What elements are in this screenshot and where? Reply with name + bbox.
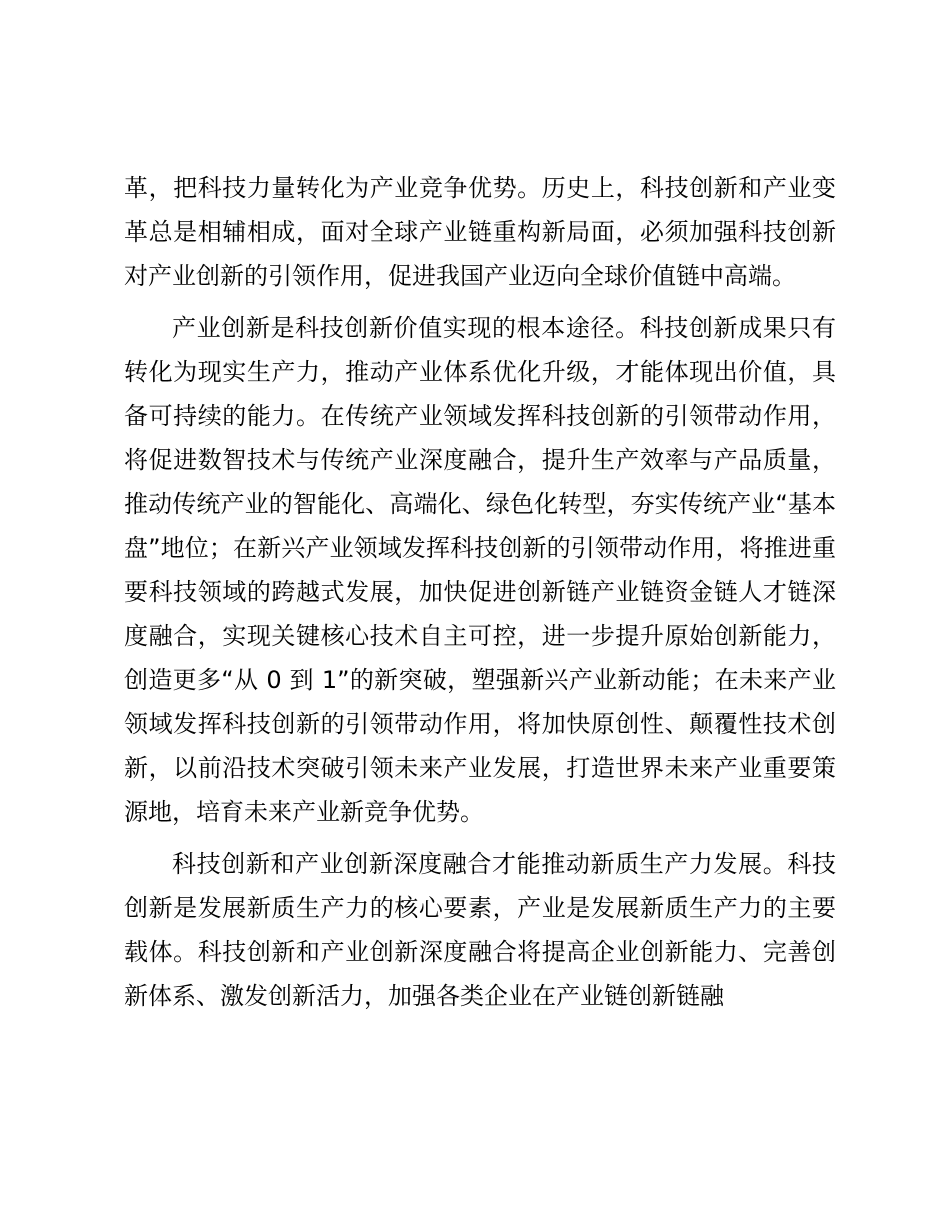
paragraph-continuation: 革，把科技力量转化为产业竞争优势。历史上，科技创新和产业变革总是相辅相成，面对全球产业链重构新局面，必须加强科技创新对产业创新的引领作用，促进我国产业迈向全球价值链中高端。 bbox=[124, 174, 836, 290]
paragraph-industrial-innovation: 产业创新是科技创新价值实现的根本途径。科技创新成果只有转化为现实生产力，推动产业体系优化升级，才能体现出价值，具备可持续的能力。在传统产业领域发挥科技创新的引领带动作用，将促进数智技术与传统产业深度融合，提升生产效率与产品质量，推动传统产业的智能化、高端化、绿色化转型，夯实传统产业“基本盘”地位；在新兴产业领域发挥科技创新的引领带动作用，将推进重要科技领域的跨越式发展，加快促进创新链产业链资金链人才链深度融合，实现关键核心技术自主可控，进一步提升原始创新能力，创造更多“从 0 到 1”的新突破，塑强新兴产业新动能；在未来产业领域发挥科技创新的引领带动作用，将加快原创性、颠覆性技术创新，以前沿技术突破引领未来产业发展，打造世界未来产业重要策源地，培育未来产业新竞争优势。 bbox=[124, 314, 836, 826]
paragraph-deep-integration: 科技创新和产业创新深度融合才能推动新质生产力发展。科技创新是发展新质生产力的核心要素，产业是发展新质生产力的主要载体。科技创新和产业创新深度融合将提高企业创新能力、完善创新体系、激发创新活力，加强各类企业在产业链创新链融 bbox=[124, 850, 836, 1010]
document-body bbox=[124, 166, 836, 1026]
